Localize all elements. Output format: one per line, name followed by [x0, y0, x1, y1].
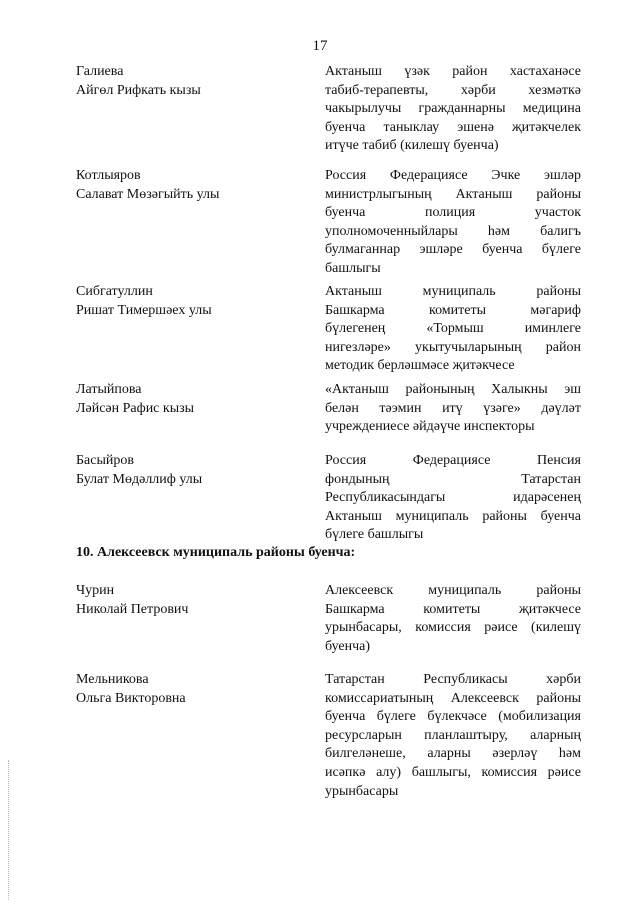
member-surname: Сибгатуллин	[76, 284, 153, 299]
member-role	[325, 582, 581, 656]
member-name	[76, 582, 296, 619]
role-line: комиссариатының Алексеевск районы	[325, 690, 581, 706]
member-surname: Басыйров	[76, 453, 134, 468]
role-line: бүлегенең «Тормыш иминлеге	[325, 321, 581, 337]
role-line: учреждениесе әйдәүче инспекторы	[325, 419, 535, 435]
role-line: Республикасындагы идарәсенең	[325, 490, 581, 506]
member-role	[325, 452, 581, 545]
member-name	[76, 671, 296, 708]
role-line: уполномоченныйлары һәм балигъ	[325, 223, 581, 239]
member-name	[76, 452, 296, 489]
role-line: Башкарма комитеты мәгариф	[325, 302, 581, 318]
member-surname: Чурин	[76, 583, 115, 598]
role-line: билгеләнеше, аларны әзерләү һәм	[325, 746, 581, 762]
member-given-name: Айгөл Рифкать кызы	[76, 82, 201, 98]
role-line: фондының Татарстан	[325, 471, 581, 487]
member-name	[76, 63, 296, 100]
scan-margin-marks	[8, 760, 11, 900]
role-line: исәпкә алу) башлыгы, комиссия рәисе	[325, 764, 581, 780]
member-surname: Котлыяров	[76, 168, 141, 183]
role-line: ресурсларын планлаштыру, аларның	[325, 727, 581, 743]
role-line: Россия Федерациясе Эчке эшләр	[325, 168, 581, 183]
role-line: булмаганнар эшләре буенча бүлеге	[325, 242, 581, 258]
role-line: буенча бүлеге бүлекчәсе (мобилизация	[325, 709, 581, 725]
member-role	[325, 283, 581, 376]
role-line: Россия Федерациясе Пенсия	[325, 453, 581, 468]
member-given-name: Ольга Викторовна	[76, 690, 186, 706]
role-line: нигезләре» укытучыларының район	[325, 339, 581, 355]
role-line: белән тәэмин итү үзәге» дәүләт	[325, 400, 581, 416]
role-line: урынбасары, комиссия рәисе (килешү	[325, 620, 581, 636]
role-line: чакырылучы гражданнарны медицина	[325, 101, 581, 117]
member-name	[76, 283, 296, 320]
member-surname: Мельникова	[76, 672, 149, 687]
member-role	[325, 63, 581, 156]
member-name	[76, 381, 296, 418]
member-surname: Латыйпова	[76, 382, 142, 397]
member-given-name: Булат Мөдәллиф улы	[76, 471, 203, 487]
member-surname: Галиева	[76, 64, 124, 79]
role-line: Актаныш үзәк район хастаханәсе	[325, 64, 581, 79]
role-line: буенча)	[325, 638, 371, 654]
member-role	[325, 671, 581, 801]
member-role	[325, 381, 581, 437]
role-line: Башкарма комитеты җитәкчесе	[325, 601, 581, 617]
page-number: 17	[312, 38, 328, 54]
member-given-name: Салават Мөзәгыйть улы	[76, 186, 220, 202]
role-line: буенча полиция участок	[325, 205, 581, 221]
section-heading: 10. Алексеевск муниципаль районы буенча:	[76, 545, 356, 560]
member-name	[76, 167, 296, 204]
role-line: Алексеевск муниципаль районы	[325, 583, 581, 598]
role-line: башлыгы	[325, 260, 381, 276]
role-line: Актаныш муниципаль районы буенча	[325, 508, 581, 524]
member-given-name: Ләйсән Рафис кызы	[76, 400, 195, 416]
role-line: буенча таныклау эшенә җитәкчелек	[325, 119, 581, 135]
role-line: бүлеге башлыгы	[325, 527, 424, 543]
member-given-name: Ришат Тимершәех улы	[76, 302, 212, 318]
role-line: итүче табиб (килешү буенча)	[325, 138, 499, 154]
role-line: табиб-терапевты, хәрби хезмәткә	[325, 82, 581, 98]
member-given-name: Николай Петрович	[76, 601, 189, 617]
role-line: методик берләшмәсе җитәкчесе	[325, 358, 515, 374]
role-line: урынбасары	[325, 783, 399, 799]
role-line: Актаныш муниципаль районы	[325, 284, 581, 299]
member-role	[325, 167, 581, 279]
role-line: Татарстан Республикасы хәрби	[325, 672, 581, 687]
role-line: министрлыгының Актаныш районы	[325, 186, 581, 202]
role-line: «Актаныш районының Халыкны эш	[325, 382, 581, 397]
